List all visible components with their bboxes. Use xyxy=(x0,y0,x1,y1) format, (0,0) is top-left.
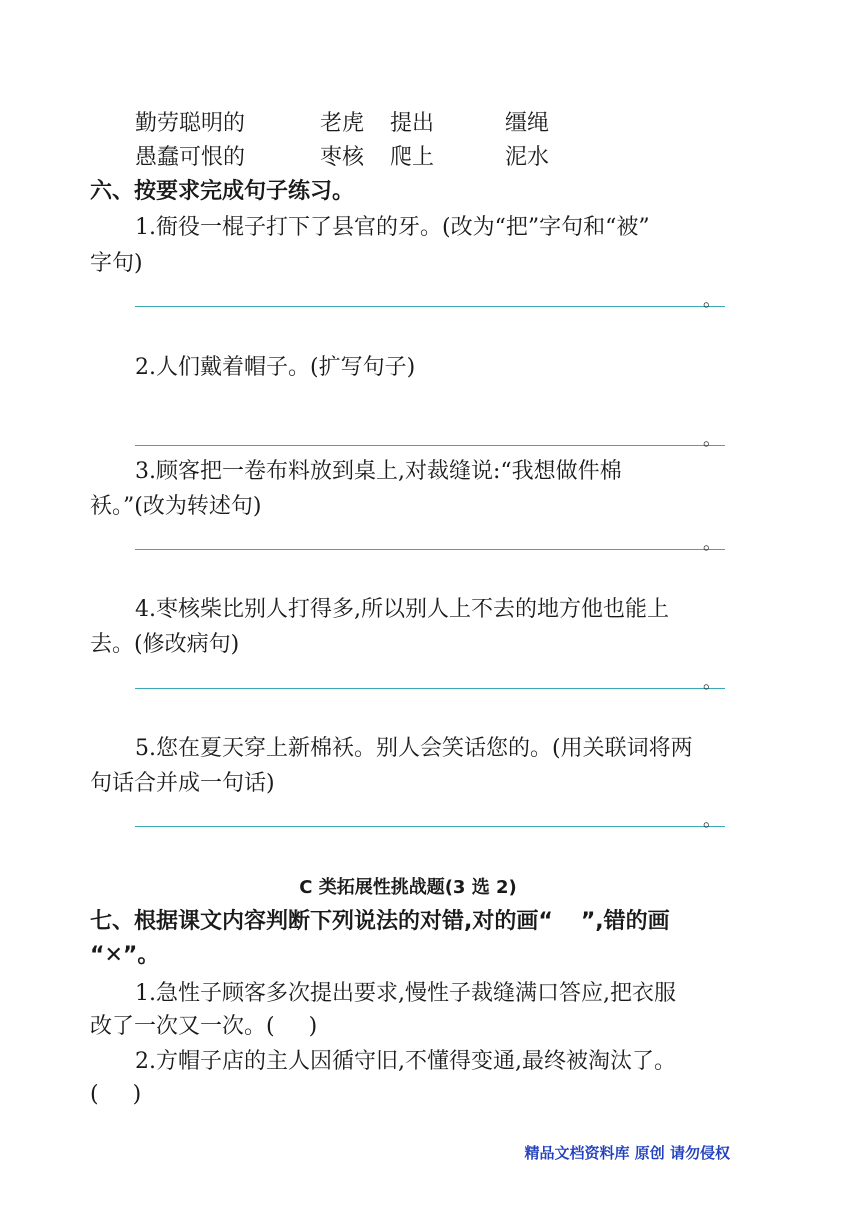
section-7-title-line1 xyxy=(90,906,670,938)
s1-text-part-a: 改了一次又一次。( xyxy=(90,1014,275,1039)
q5-text-line1: 5.您在夏天穿上新棉袄。别人会笑话您的。(用关联词将两 xyxy=(135,736,693,761)
section-7-title-part-b: ”,错的画 xyxy=(580,909,670,934)
q5-period: 。 xyxy=(703,810,721,831)
q5-text-line2: 句话合并成一句话) xyxy=(90,771,275,796)
q3-answer-line[interactable] xyxy=(135,549,725,550)
word-row-2-col-1: 愚蠢可恨的 xyxy=(135,145,246,170)
section-6-title: 六、按要求完成句子练习。 xyxy=(90,179,355,204)
q1-period: 。 xyxy=(703,290,721,311)
q2-text-line1: 2.人们戴着帽子。(扩写句子) xyxy=(135,355,416,380)
q1-text-line1: 1.衙役一棍子打下了县官的牙。(改为“把”字句和“被” xyxy=(135,215,650,240)
word-row-1-col-3: 提出 xyxy=(390,111,435,136)
word-row-1-col-2: 老虎 xyxy=(320,111,365,136)
q5-answer-line[interactable] xyxy=(135,826,725,827)
q4-answer-line[interactable] xyxy=(135,688,725,689)
s1-text-line1: 1.急性子顾客多次提出要求,慢性子裁缝满口答应,把衣服 xyxy=(135,981,676,1006)
word-row-1-col-1: 勤劳聪明的 xyxy=(135,111,246,136)
word-row-2-col-2: 枣核 xyxy=(320,145,365,170)
q4-period: 。 xyxy=(703,672,721,693)
s1-text-part-b: ) xyxy=(308,1014,318,1039)
q1-answer-line[interactable] xyxy=(135,306,725,307)
q3-text-line2: 袄。”(改为转述句) xyxy=(90,494,262,519)
word-row-1-col-4: 缰绳 xyxy=(505,111,550,136)
section-7-title-line2: “✕”。 xyxy=(90,943,160,968)
q2-period: 。 xyxy=(703,429,721,450)
q4-text-line1: 4.枣核柴比别人打得多,所以别人上不去的地方他也能上 xyxy=(135,597,669,622)
word-row-2-col-3: 爬上 xyxy=(390,145,435,170)
s2-text-part-a: ( xyxy=(90,1082,99,1107)
q4-text-line2: 去。(修改病句) xyxy=(90,632,240,657)
q3-text-line1: 3.顾客把一卷布料放到桌上,对裁缝说:“我想做件棉 xyxy=(135,459,622,484)
s2-text-part-b: ) xyxy=(132,1082,142,1107)
q1-text-line2: 字句) xyxy=(90,251,143,276)
section-c-title: C 类拓展性挑战题(3 选 2) xyxy=(299,877,517,898)
q3-period: 。 xyxy=(703,533,721,554)
s1-text-line2 xyxy=(90,1011,317,1043)
s2-text-line2 xyxy=(90,1079,141,1111)
word-row-2-col-4: 泥水 xyxy=(505,145,550,170)
footer-watermark: 精品文档资料库 原创 请勿侵权 xyxy=(524,1144,730,1162)
section-7-title-part-a: 七、根据课文内容判断下列说法的对错,对的画“ xyxy=(90,909,553,934)
s2-text-line1: 2.方帽子店的主人因循守旧,不懂得变通,最终被淘汰了。 xyxy=(135,1049,676,1074)
q2-answer-line[interactable] xyxy=(135,445,725,446)
